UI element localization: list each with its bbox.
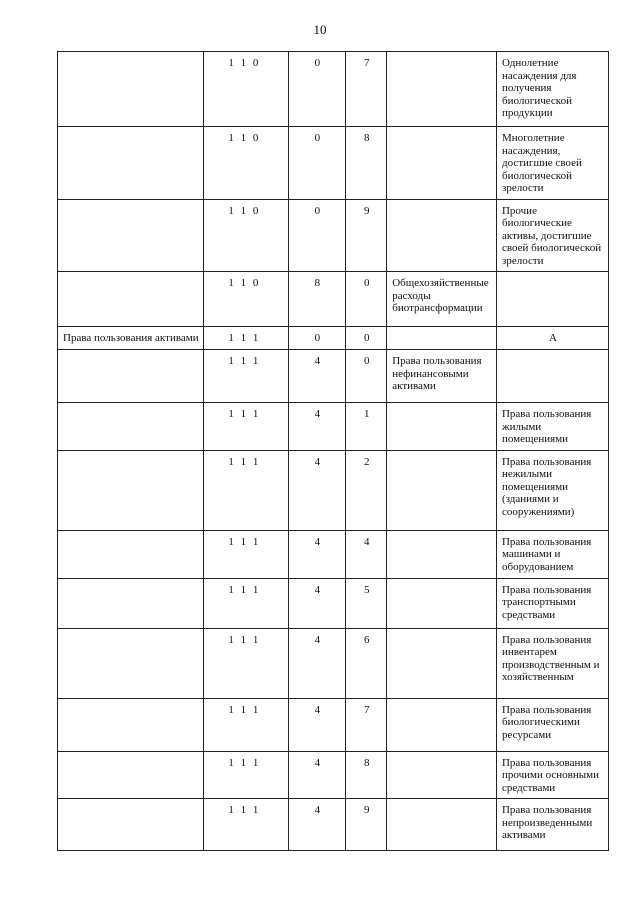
row-digit4-cell: 0 <box>288 127 346 200</box>
row-code-cell: 1 1 1 <box>204 350 288 403</box>
row-digit5-cell: 7 <box>346 52 387 127</box>
row-digit5-cell: 2 <box>346 450 387 530</box>
row-group-cell <box>58 127 204 200</box>
row-digit5-cell: 0 <box>346 272 387 327</box>
account-codes-table <box>57 51 609 851</box>
row-digit4-cell: 0 <box>288 52 346 127</box>
row-code-cell: 1 1 0 <box>204 199 288 272</box>
row-code-cell: 1 1 1 <box>204 578 288 628</box>
row-description-cell <box>387 530 497 578</box>
row-group-cell <box>58 628 204 698</box>
row-subdescription-cell <box>496 350 608 403</box>
row-digit5-cell: 8 <box>346 751 387 799</box>
row-group-cell <box>58 403 204 451</box>
table-row <box>58 530 609 578</box>
row-group-cell <box>58 698 204 751</box>
row-digit5-cell: 0 <box>346 350 387 403</box>
row-code-cell: 1 1 1 <box>204 450 288 530</box>
table-row <box>58 799 609 851</box>
row-subdescription-cell: А <box>496 327 608 350</box>
row-subdescription-cell: Прочие биологические активы, достигшие своей биологической зрелости <box>496 199 608 272</box>
row-subdescription-cell: Права пользования инвентарем производственным и хозяйственным <box>496 628 608 698</box>
row-group-cell <box>58 578 204 628</box>
row-subdescription-cell <box>496 272 608 327</box>
row-digit4-cell: 0 <box>288 199 346 272</box>
row-subdescription-cell: Права пользования машинами и оборудованием <box>496 530 608 578</box>
table-row <box>58 350 609 403</box>
row-digit4-cell: 4 <box>288 530 346 578</box>
row-digit4-cell: 8 <box>288 272 346 327</box>
row-subdescription-cell: Права пользования нежилыми помещениями (зданиями и сооружениями) <box>496 450 608 530</box>
row-group-cell <box>58 530 204 578</box>
table-row <box>58 199 609 272</box>
row-description-cell <box>387 199 497 272</box>
row-subdescription-cell: Права пользования непроизведенными активами <box>496 799 608 851</box>
row-description-cell <box>387 628 497 698</box>
row-digit5-cell: 6 <box>346 628 387 698</box>
table-row <box>58 127 609 200</box>
row-description-cell <box>387 698 497 751</box>
row-code-cell: 1 1 1 <box>204 403 288 451</box>
row-description-cell <box>387 403 497 451</box>
row-code-cell: 1 1 0 <box>204 272 288 327</box>
row-code-cell: 1 1 1 <box>204 751 288 799</box>
row-digit4-cell: 4 <box>288 403 346 451</box>
row-digit5-cell: 0 <box>346 327 387 350</box>
row-subdescription-cell: Права пользования биологическими ресурсами <box>496 698 608 751</box>
row-digit4-cell: 4 <box>288 799 346 851</box>
row-subdescription-cell: Права пользования транспортными средствами <box>496 578 608 628</box>
table-row <box>58 52 609 127</box>
row-digit4-cell: 4 <box>288 450 346 530</box>
row-group-cell <box>58 450 204 530</box>
row-digit4-cell: 0 <box>288 327 346 350</box>
row-code-cell: 1 1 0 <box>204 127 288 200</box>
row-subdescription-cell: Многолетние насаждения, достигшие своей биологической зрелости <box>496 127 608 200</box>
row-subdescription-cell: Права пользования жилыми помещениями <box>496 403 608 451</box>
row-digit5-cell: 9 <box>346 799 387 851</box>
table-row <box>58 751 609 799</box>
row-description-cell <box>387 799 497 851</box>
row-digit5-cell: 5 <box>346 578 387 628</box>
row-code-cell: 1 1 1 <box>204 628 288 698</box>
row-code-cell: 1 1 1 <box>204 530 288 578</box>
table-row <box>58 578 609 628</box>
row-group-cell <box>58 799 204 851</box>
row-group-cell <box>58 199 204 272</box>
row-digit4-cell: 4 <box>288 698 346 751</box>
row-digit5-cell: 1 <box>346 403 387 451</box>
row-description-cell: Общехозяйственные расходы биотрансформации <box>387 272 497 327</box>
row-subdescription-cell: Однолетние насаждения для получения биологической продукции <box>496 52 608 127</box>
row-group-cell <box>58 751 204 799</box>
row-digit5-cell: 4 <box>346 530 387 578</box>
row-digit5-cell: 9 <box>346 199 387 272</box>
row-group-cell: Права пользования активами <box>58 327 204 350</box>
row-digit4-cell: 4 <box>288 751 346 799</box>
row-code-cell: 1 1 0 <box>204 52 288 127</box>
row-group-cell <box>58 272 204 327</box>
row-description-cell <box>387 751 497 799</box>
row-digit4-cell: 4 <box>288 628 346 698</box>
row-description-cell <box>387 578 497 628</box>
row-digit4-cell: 4 <box>288 578 346 628</box>
row-subdescription-cell: Права пользования прочими основными средствами <box>496 751 608 799</box>
page-number: 10 <box>313 22 327 37</box>
table-row <box>58 327 609 350</box>
row-digit5-cell: 7 <box>346 698 387 751</box>
row-digit5-cell: 8 <box>346 127 387 200</box>
row-description-cell <box>387 327 497 350</box>
table-row <box>58 628 609 698</box>
row-code-cell: 1 1 1 <box>204 799 288 851</box>
table-row <box>58 403 609 451</box>
row-code-cell: 1 1 1 <box>204 327 288 350</box>
row-group-cell <box>58 52 204 127</box>
table-row <box>58 450 609 530</box>
row-description-cell <box>387 450 497 530</box>
row-digit4-cell: 4 <box>288 350 346 403</box>
row-code-cell: 1 1 1 <box>204 698 288 751</box>
row-group-cell <box>58 350 204 403</box>
table-row <box>58 272 609 327</box>
row-description-cell: Права пользования нефинансовыми активами <box>387 350 497 403</box>
row-description-cell <box>387 52 497 127</box>
table-row <box>58 698 609 751</box>
row-description-cell <box>387 127 497 200</box>
